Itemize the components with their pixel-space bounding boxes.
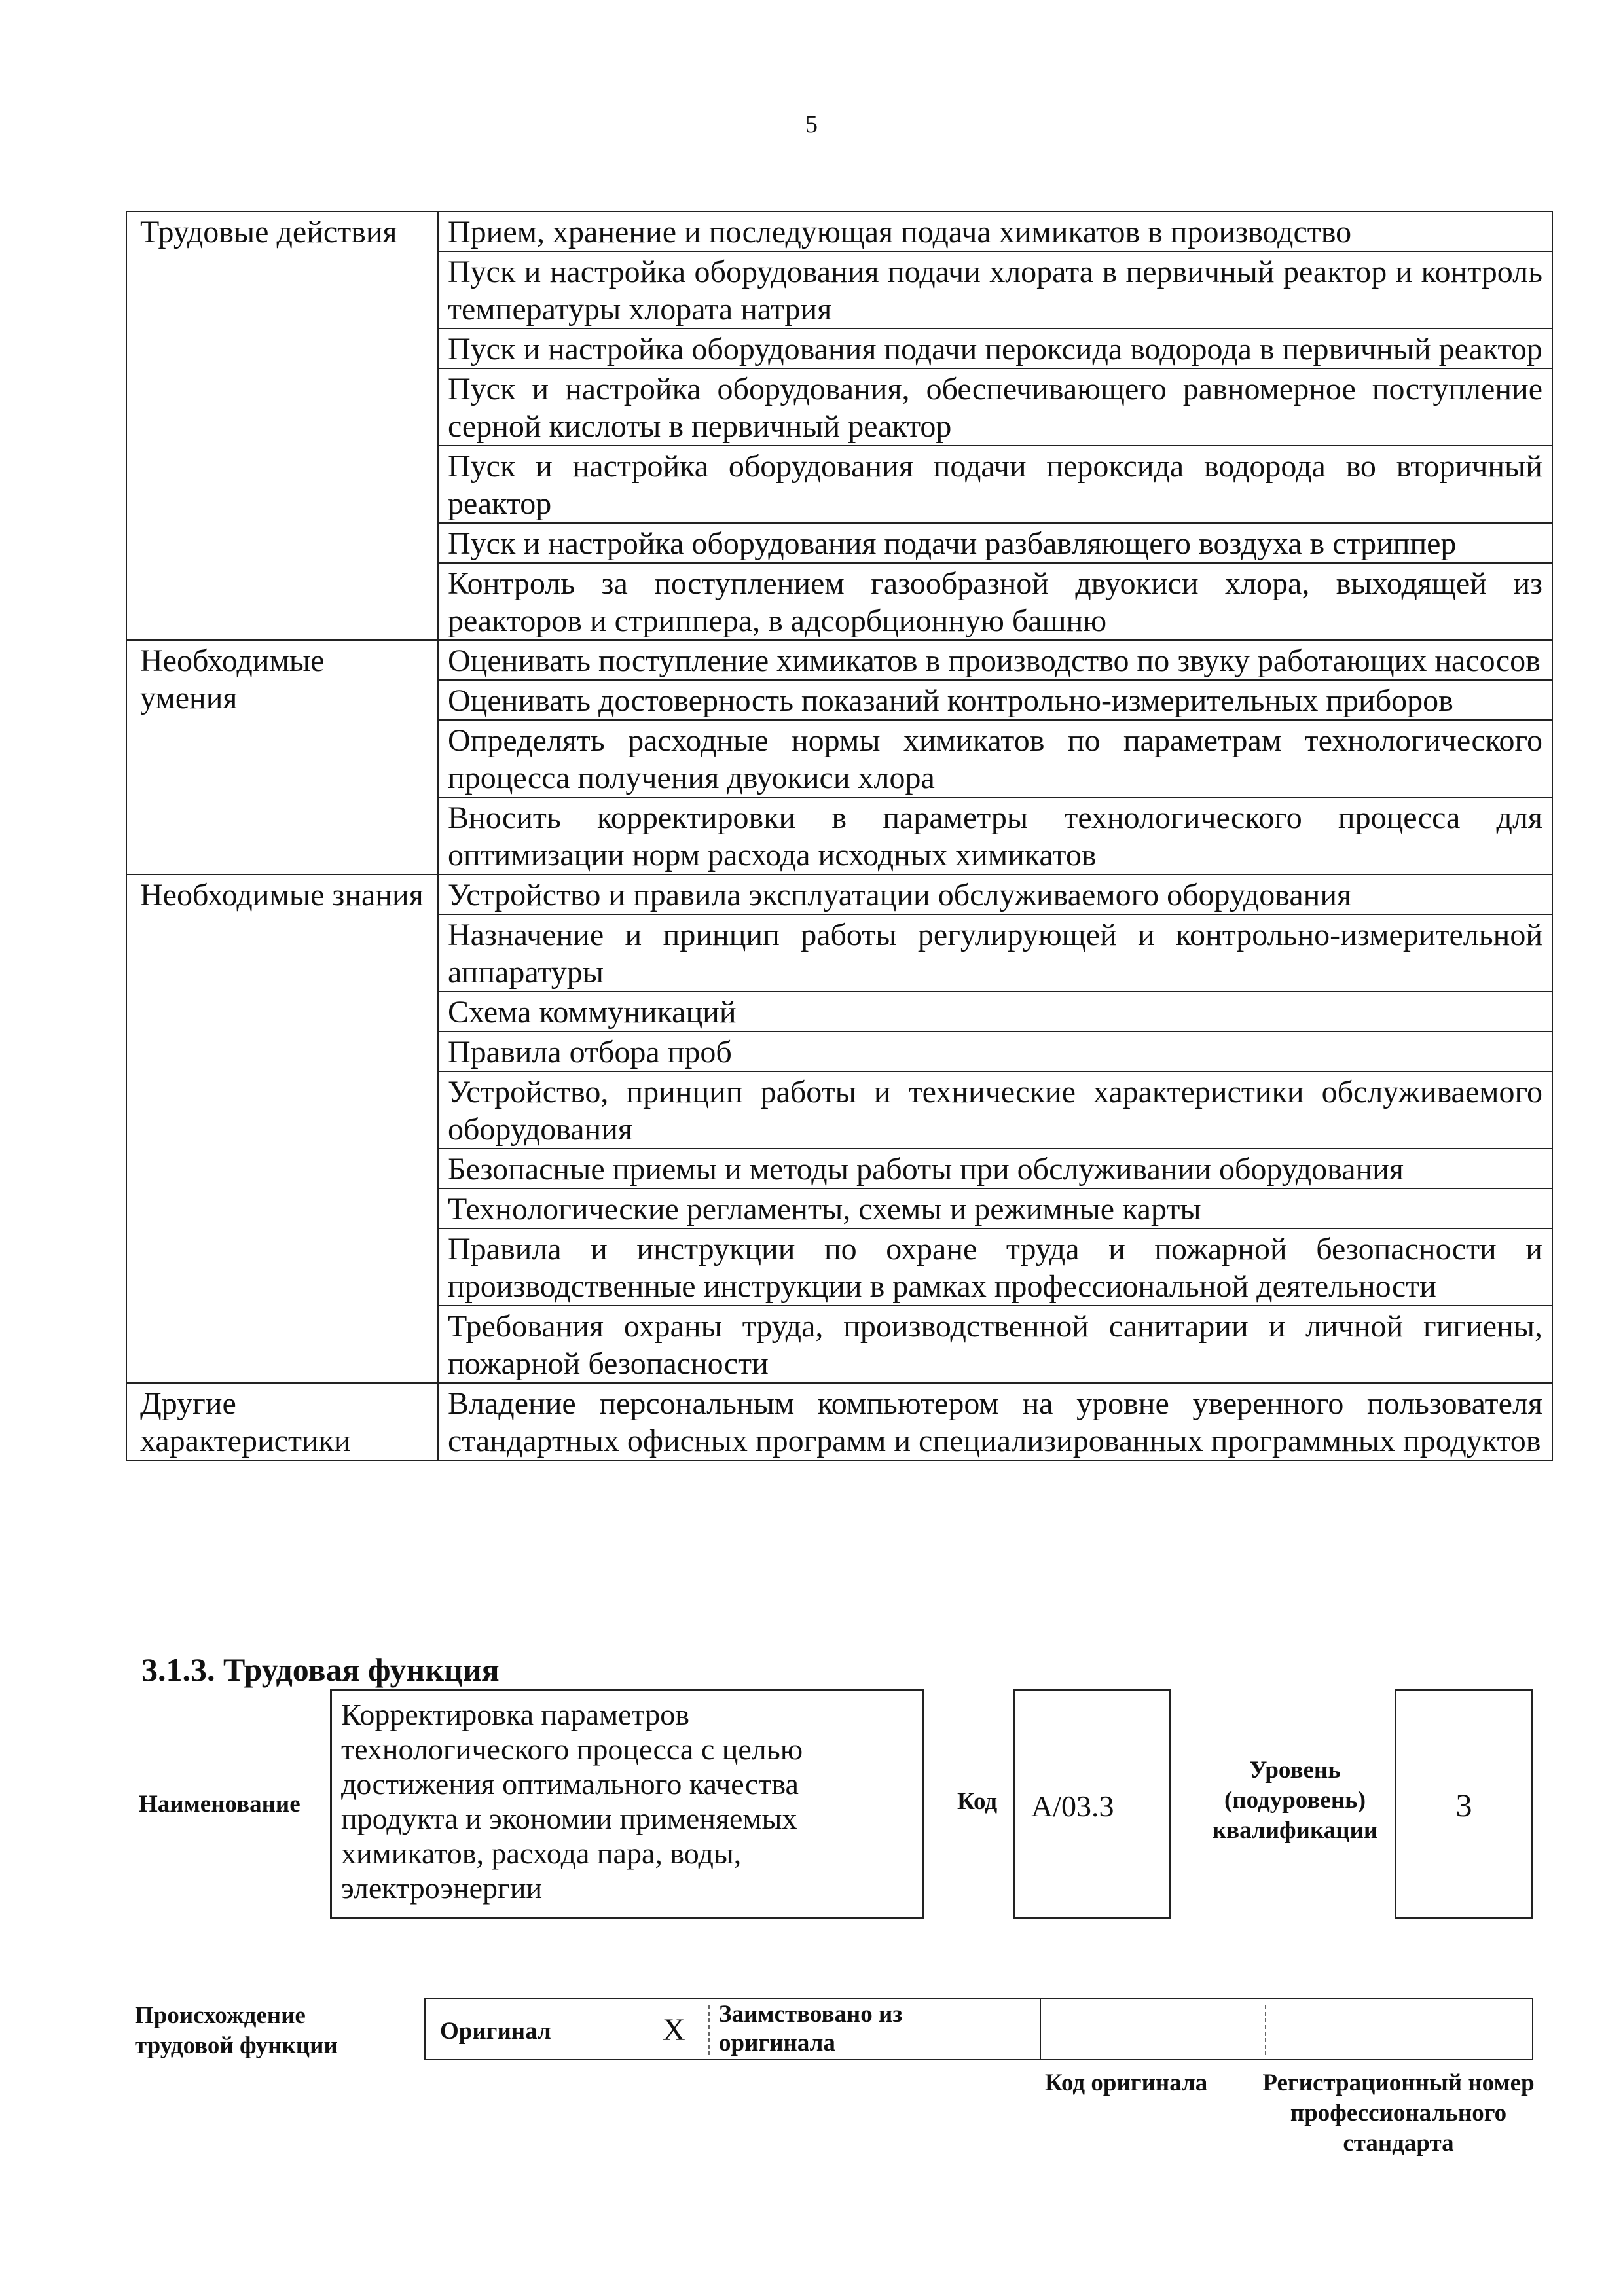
row-item: Пуск и настройка оборудования подачи хлората в первичный реактор и контроль температуры хлората натрия <box>438 251 1552 329</box>
origin-box <box>424 1998 1533 2060</box>
origin-divider <box>1265 2005 1266 2055</box>
row-item: Контроль за поступлением газообразной двуокиси хлора, выходящей из реакторов и стриппера, в адсорбционную башню <box>438 563 1552 640</box>
origin-mark: X <box>663 2013 685 2047</box>
row-item: Безопасные приемы и методы работы при обслуживании оборудования <box>438 1149 1552 1189</box>
name-value-box: Корректировка параметров технологического процесса с целью достижения оптимального качества продукта и экономии применяемых химикатов, расхода пара, воды, электроэнергии <box>330 1689 924 1919</box>
page-number: 5 <box>805 111 818 138</box>
row-item: Назначение и принцип работы регулирующей и контрольно-измерительной аппаратуры <box>438 914 1552 992</box>
row-item: Владение персональным компьютером на уровне уверенного пользователя стандартных офисных программ и специализированных программных продуктов <box>438 1383 1552 1460</box>
row-category: Необходимые знания <box>126 874 438 1383</box>
code-original-caption: Код оригинала <box>1045 2070 1208 2096</box>
row-item: Устройство, принцип работы и технические характеристики обслуживаемого оборудования <box>438 1071 1552 1149</box>
table-row <box>126 874 1552 914</box>
row-item: Технологические регламенты, схемы и режимные карты <box>438 1189 1552 1229</box>
row-category: Трудовые действия <box>126 211 438 640</box>
row-item: Пуск и настройка оборудования подачи разбавляющего воздуха в стриппер <box>438 523 1552 563</box>
name-label: Наименование <box>139 1791 301 1818</box>
origin-divider <box>1040 1999 1041 2059</box>
row-item: Оценивать поступление химикатов в производство по звуку работающих насосов <box>438 640 1552 680</box>
row-item: Вносить корректировки в параметры технологического процесса для оптимизации норм расхода исходных химикатов <box>438 797 1552 874</box>
row-category: Другие характеристики <box>126 1383 438 1460</box>
row-item: Схема коммуникаций <box>438 992 1552 1031</box>
code-label: Код <box>957 1788 998 1815</box>
row-item: Требования охраны труда, производственной санитарии и личной гигиены, пожарной безопасности <box>438 1306 1552 1383</box>
table-row <box>126 640 1552 680</box>
level-value-box: 3 <box>1395 1689 1533 1919</box>
origin-original: Оригинал <box>440 2018 551 2045</box>
row-item: Правила и инструкции по охране труда и пожарной безопасности и производственные инструкции в рамках профессиональной деятельности <box>438 1229 1552 1306</box>
row-item: Пуск и настройка оборудования, обеспечивающего равномерное поступление серной кислоты в первичный реактор <box>438 368 1552 446</box>
origin-borrowed: Заимствовано из оригинала <box>719 2001 903 2056</box>
table-row <box>126 211 1552 251</box>
row-item: Оценивать достоверность показаний контрольно-измерительных приборов <box>438 680 1552 720</box>
origin-divider <box>708 2005 710 2055</box>
table-row <box>126 1383 1552 1460</box>
level-label: Уровень (подуровень) квалификации <box>1212 1757 1378 1844</box>
row-item: Прием, хранение и последующая подача химикатов в производство <box>438 211 1552 251</box>
section-title: 3.1.3. Трудовая функция <box>141 1651 500 1688</box>
row-item: Определять расходные нормы химикатов по параметрам технологического процесса получения двуокиси хлора <box>438 720 1552 797</box>
row-item: Правила отбора проб <box>438 1031 1552 1071</box>
row-item: Устройство и правила эксплуатации обслуживаемого оборудования <box>438 874 1552 914</box>
row-item: Пуск и настройка оборудования подачи пероксида водорода в первичный реактор <box>438 329 1552 368</box>
registration-caption: Регистрационный номер профессионального стандарта <box>1262 2070 1535 2157</box>
row-item: Пуск и настройка оборудования подачи пероксида водорода во вторичный реактор <box>438 446 1552 523</box>
row-category: Необходимые умения <box>126 640 438 874</box>
origin-label: Происхождение трудовой функции <box>135 2002 338 2059</box>
competency-table <box>126 211 1553 1461</box>
code-value-box: А/03.3 <box>1013 1689 1171 1919</box>
